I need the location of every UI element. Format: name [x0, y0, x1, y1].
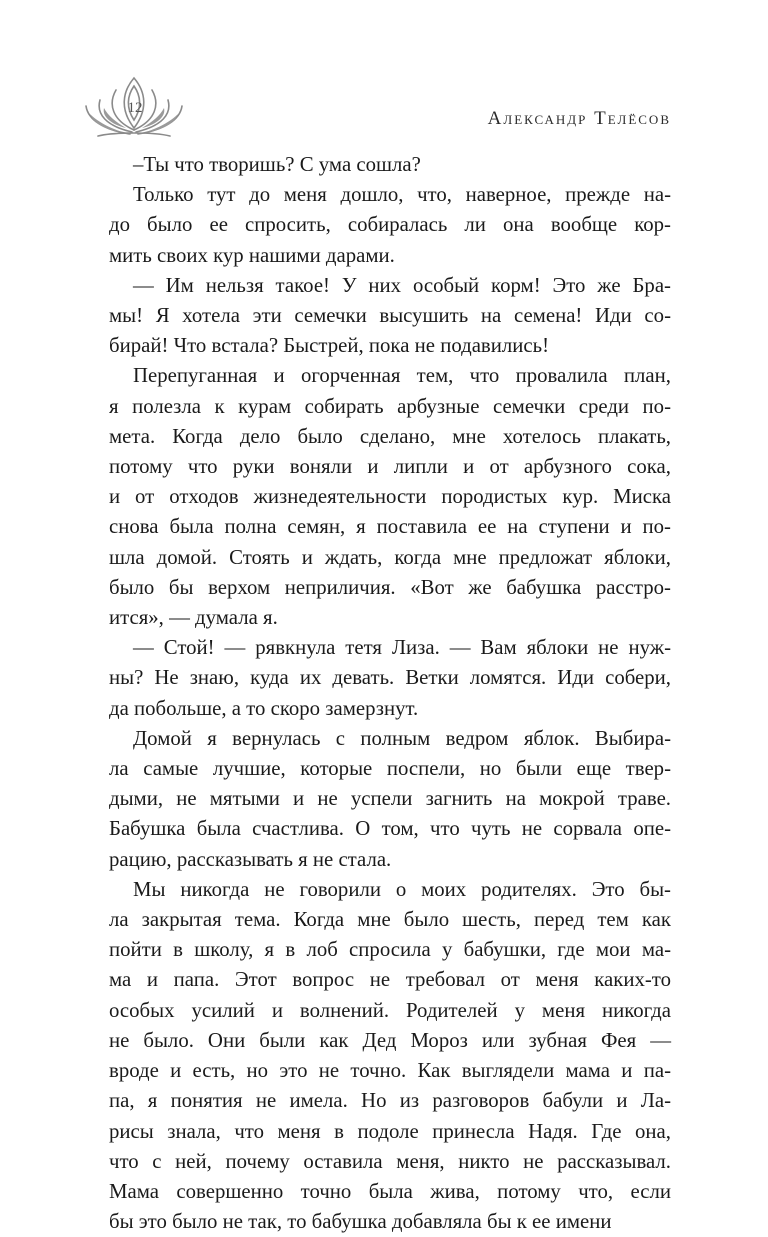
- text-line: Мама совершенно точно была жива, потому что, если: [109, 1179, 671, 1203]
- text-line: не было. Они были как Дед Мороз или зубная Фея —: [109, 1028, 671, 1052]
- text-line: бы это было не так, то бабушка добавляла бы к ее имени: [109, 1210, 612, 1234]
- body-text: [109, 150, 671, 1237]
- paragraph: [109, 150, 671, 180]
- text-line: дыми, не мятыми и не успели загнить на мокрой траве.: [109, 787, 671, 811]
- text-line: мета. Когда дело было сделано, мне хотелось плакать,: [109, 424, 671, 448]
- paragraph: [109, 271, 671, 362]
- text-line: я полезла к курам собирать арбузные семечки среди по-: [109, 394, 671, 418]
- text-line: и от отходов жизнедеятельности породистых кур. Миска: [109, 485, 671, 509]
- paragraph: [109, 180, 671, 271]
- text-line: Домой я вернулась с полным ведром яблок. Выбира-: [133, 726, 671, 750]
- text-line: мы! Я хотела эти семечки высушить на семена! Иди со-: [109, 304, 671, 328]
- text-line: ится», — думала я.: [109, 606, 278, 630]
- paragraph: [109, 875, 671, 1237]
- text-line: ны? Не знаю, куда их девать. Ветки ломятся. Иди собери,: [109, 666, 671, 690]
- text-line: — Стой! — рявкнула тетя Лиза. — Вам яблоки не нуж-: [133, 636, 671, 660]
- text-line: –Ты что творишь? С ума сошла?: [133, 153, 421, 176]
- text-line: Мы никогда не говорили о моих родителях. Это бы-: [133, 877, 671, 901]
- running-head: Александр Телёсов: [487, 108, 671, 129]
- page-number: 12: [127, 100, 143, 116]
- text-line: мить своих кур нашими дарами.: [109, 243, 395, 267]
- text-line: Бабушка была счастлива. О том, что чуть не сорвала опе-: [109, 817, 671, 841]
- text-line: снова была полна семян, я поставила ее на ступени и по-: [109, 515, 671, 539]
- text-line: вроде и есть, но это не точно. Как выглядели мама и па-: [109, 1059, 671, 1083]
- text-line: особых усилий и волнений. Родителей у меня никогда: [109, 998, 671, 1022]
- text-line: ла закрытая тема. Когда мне было шесть, перед тем как: [109, 908, 671, 932]
- text-line: было бы верхом неприличия. «Вот же бабушка расстро-: [109, 575, 671, 599]
- page-header: [0, 0, 768, 150]
- text-line: рацию, рассказывать я не стала.: [109, 847, 392, 871]
- text-line: до было ее спросить, собиралась ли она вообще кор-: [109, 213, 671, 237]
- text-line: бирай! Что встала? Быстрей, пока не подавились!: [109, 334, 550, 358]
- paragraph: [109, 633, 671, 724]
- text-line: — Им нельзя такое! У них особый корм! Это же Бра-: [133, 273, 671, 297]
- paragraph: [109, 724, 671, 875]
- text-line: потому что руки воняли и липли и от арбузного сока,: [109, 455, 671, 479]
- text-line: Только тут до меня дошло, что, наверное, прежде на-: [133, 183, 671, 207]
- text-line: ма и папа. Этот вопрос не требовал от меня каких-то: [109, 968, 671, 992]
- text-line: пойти в школу, я в лоб спросила у бабушки, где мои ма-: [109, 938, 671, 962]
- text-line: шла домой. Стоять и ждать, когда мне предложат яблоки,: [109, 545, 671, 569]
- text-line: что с ней, почему оставила меня, никто не рассказывал.: [109, 1149, 671, 1173]
- text-line: рисы знала, что меня в подоле принесла Надя. Где она,: [109, 1119, 671, 1143]
- text-line: па, я понятия не имела. Но из разговоров бабули и Ла-: [109, 1089, 671, 1113]
- paragraph: [109, 361, 671, 633]
- text-line: ла самые лучшие, которые поспели, но были еще твер-: [109, 757, 671, 781]
- text-line: Перепуганная и огорченная тем, что провалила план,: [133, 364, 671, 388]
- text-line: да побольше, а то скоро замерзнут.: [109, 696, 419, 720]
